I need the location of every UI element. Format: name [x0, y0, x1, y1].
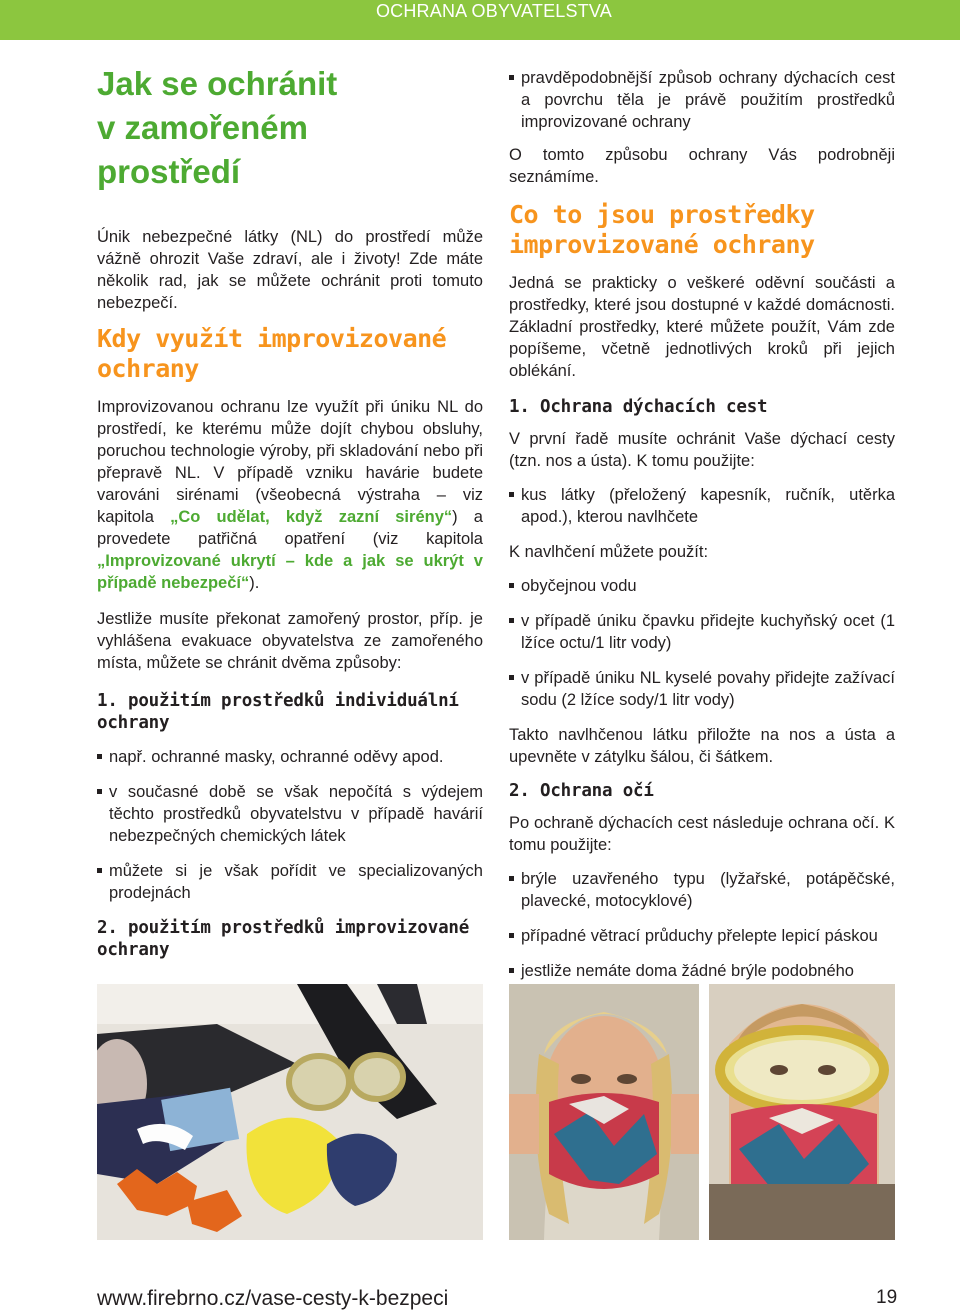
heading-when-to-use — [97, 324, 483, 384]
list-item: např. ochranné masky, ochranné oděvy apod. — [97, 746, 483, 768]
page-title-line2: v zamořeném — [97, 109, 308, 146]
when-text-a: Improvizovanou ochranu lze využít při úniku NL do prostředí, ke kterému může dojít chybou obsluhy, poruchou technologie výroby, při skladování nebo při přepravě NL. V případě vzniku havárie budete varováni sirénami (všeobecná výstraha – viz kapitola — [97, 398, 483, 526]
when-text-c: ). — [249, 574, 260, 592]
page-title-line1: Jak se ochránit — [97, 65, 338, 102]
list-item: v případě úniku čpavku přidejte kuchyňský ocet (1 lžíce octu/1 litr vody) — [509, 610, 895, 654]
heading-when-line1: Kdy využít improvizované — [97, 324, 447, 353]
page-number: 19 — [876, 1287, 898, 1308]
heading-what-line1: Co to jsou prostředky — [509, 200, 815, 229]
when-text-b: ) a provedete patřičná opatření (viz kapitola — [97, 508, 483, 548]
section-title: OCHRANA OBYVATELSTVA — [375, 1, 612, 21]
heading-what-are-means — [509, 200, 895, 260]
intro-paragraph: Únik nebezpečné látky (NL) do prostředí může vážně ohrozit Vaše zdraví, ale i životy! Zde máte několik rad, jak se můžete ochránit proti tomuto nebezpečí. — [97, 228, 483, 312]
page-title — [97, 62, 483, 194]
respiratory-list — [509, 484, 895, 528]
woman-mask-illustration — [509, 984, 699, 1240]
photo-protective-items — [97, 984, 483, 1240]
right-column — [509, 67, 895, 995]
heading-when-line2: ochrany — [97, 354, 199, 383]
when-paragraph — [97, 396, 483, 594]
evacuation-paragraph: Jestliže musíte překonat zamořený prostor, příp. je vyhlášena evakuace obyvatelstva ze zamořeného místa, můžete se chránit dvěma způsoby: — [97, 610, 483, 672]
link-shelter-chapter[interactable]: „Improvizované ukrytí – kde a jak se ukrýt v případě nebezpečí“ — [97, 552, 483, 592]
eyes-paragraph: Po ochraně dýchacích cest následuje ochrana očí. K tomu použijte: — [509, 814, 895, 854]
protective-items-illustration — [97, 984, 483, 1240]
list-item: v současné době se však nepočítá s výdejem těchto prostředků obyvatelstvu v případě havárií nebezpečných chemických látek — [97, 781, 483, 847]
list-item: obyčejnou vodu — [509, 575, 895, 597]
list-item: v případě úniku NL kyselé povahy přidejte zažívací sodu (2 lžíce sody/1 litr vody) — [509, 667, 895, 711]
heading-what-line2: improvizované ochrany — [509, 230, 815, 259]
photo-woman-mask — [509, 984, 699, 1240]
list-item: brýle uzavřeného typu (lyžařské, potápěčské, plavecké, motocyklové) — [509, 868, 895, 912]
section-header-bar — [0, 0, 960, 40]
list-item: kus látky (přeložený kapesník, ručník, utěrka apod.), kterou navlhčete — [509, 484, 895, 528]
link-sirens-chapter[interactable]: „Co udělat, když zazní sirény“ — [170, 508, 453, 526]
heading-individual-protection: 1. použitím prostředků individuální ochrany — [97, 691, 459, 733]
page-title-line3: prostředí — [97, 153, 241, 190]
photo-woman-mask-goggles — [709, 984, 895, 1240]
what-paragraph: Jedná se prakticky o veškeré oděvní součásti a prostředky, které jsou dostupné v každé domácnosti. Základní prostředky, které můžete použít, Vám zde popíšeme, včetně jednotlivých kroků při jejich oblékání. — [509, 274, 895, 380]
heading-respiratory-protection: 1. Ochrana dýchacích cest — [509, 397, 768, 417]
improvised-intro-list — [509, 67, 895, 133]
footer-url[interactable]: www.firebrno.cz/vase-cesty-k-bezpeci — [97, 1287, 449, 1310]
individual-protection-list — [97, 746, 483, 904]
moisten-list — [509, 575, 895, 711]
left-column — [97, 62, 483, 973]
list-item: případné větrací průduchy přelepte lepicí páskou — [509, 925, 895, 947]
heading-eye-protection: 2. Ochrana očí — [509, 781, 654, 801]
list-item: pravděpodobnější způsob ochrany dýchacích cest a povrchu těla je právě použitím prostředků improvizované ochrany — [509, 67, 895, 133]
apply-paragraph: Takto navlhčenou látku přiložte na nos a ústa a upevněte v zátylku šálou, či šátkem. — [509, 726, 895, 766]
eye-protection-list — [509, 868, 895, 982]
list-item: můžete si je však pořídit ve specializovaných prodejnách — [97, 860, 483, 904]
more-info-paragraph: O tomto způsobu ochrany Vás podrobněji seznámíme. — [509, 146, 895, 186]
moisten-paragraph: K navlhčení můžete použít: — [509, 543, 709, 561]
heading-improvised-protection: 2. použitím prostředků improvizované ochrany — [97, 918, 470, 960]
woman-mask-goggles-illustration — [709, 984, 895, 1240]
respiratory-paragraph: V první řadě musíte ochránit Vaše dýchací cesty (tzn. nos a ústa). K tomu použijte: — [509, 430, 895, 470]
list-item: jestliže nemáte doma žádné brýle podobného — [509, 960, 895, 982]
